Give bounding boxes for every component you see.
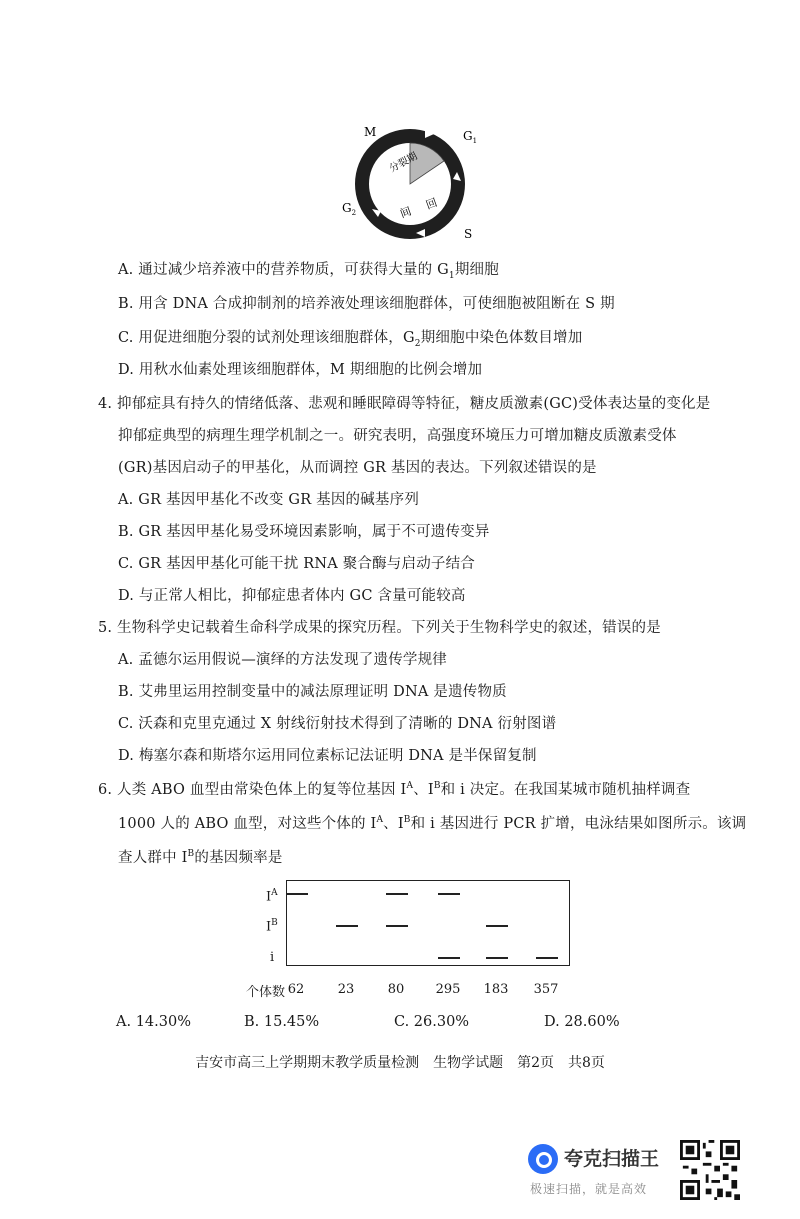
- q3-option-d: D. 用秋水仙素处理该细胞群体，M 期细胞的比例会增加: [118, 362, 483, 378]
- q5-option-d: D. 梅塞尔森和斯塔尔运用同位素标记法证明 DNA 是半保留复制: [118, 748, 537, 764]
- label-g1: $G_1$: [463, 129, 478, 145]
- watermark-subtitle: 极速扫描，就是高效: [530, 1182, 648, 1196]
- gel-count-lane-6: 357: [533, 982, 559, 997]
- gel-electrophoresis-figure: [240, 878, 580, 998]
- scanner-watermark: [528, 1142, 678, 1202]
- gel-count-lane-3: 80: [387, 982, 405, 997]
- scanner-logo-icon: [528, 1144, 558, 1174]
- qr-code-icon: [680, 1140, 740, 1200]
- label-s: S: [464, 227, 473, 241]
- q4-option-a: A. GR 基因甲基化不改变 GR 基因的碱基序列: [118, 492, 420, 508]
- q6-stem-line-2: 1000 人的 ABO 血型，对这些个体的 $I^A$、$I^B$和 i 基因进行 PCR 扩增，电泳结果如图所示。该调: [118, 815, 747, 832]
- q4-stem-line-1: 4. 抑郁症具有持久的情绪低落、悲观和睡眠障碍等特征，糖皮质激素(GC)受体表达量的变化是: [98, 396, 711, 412]
- q3-option-a: A. 通过减少培养液中的营养物质，可获得大量的 $G_1$期细胞: [118, 262, 499, 281]
- label-interphase-b: 回: [424, 195, 439, 212]
- q4-option-d: D. 与正常人相比，抑郁症患者体内 GC 含量可能较高: [118, 588, 466, 604]
- label-interphase-a: 间: [398, 204, 414, 221]
- q6-choice-a: A. 14.30%: [116, 1014, 191, 1030]
- gel-row-label-i: i: [270, 950, 275, 965]
- gel-band-i-lane-4: [438, 957, 460, 959]
- gel-row-label-ia: $I^A$: [266, 888, 278, 905]
- q3-option-b: B. 用含 DNA 合成抑制剂的培养液处理该细胞群体，可使细胞被阻断在 S 期: [118, 296, 615, 312]
- q5-stem: 5. 生物科学史记载着生命科学成果的探究历程。下列关于生物科学史的叙述，错误的是: [98, 620, 661, 636]
- q5-option-a: A. 孟德尔运用假说—演绎的方法发现了遗传学规律: [118, 652, 447, 668]
- q6-choice-b: B. 15.45%: [244, 1014, 320, 1030]
- gel-count-lane-2: 23: [337, 982, 355, 997]
- gel-band-ib-lane-2: [336, 925, 358, 927]
- q3-option-c: C. 用促进细胞分裂的试剂处理该细胞群体，$G_2$期细胞中染色体数目增加: [118, 330, 583, 349]
- gel-count-lane-5: 183: [483, 982, 509, 997]
- q4-stem-line-3: (GR)基因启动子的甲基化，从而调控 GR 基因的表达。下列叙述错误的是: [118, 460, 597, 476]
- q6-choice-d: D. 28.60%: [544, 1014, 620, 1030]
- gel-band-ia-lane-1: [286, 893, 308, 895]
- gel-row-label-ib: $I^B$: [266, 918, 278, 935]
- page-footer: 吉安市高三上学期期末教学质量检测 生物学试题 第2页 共8页: [195, 1055, 605, 1071]
- q6-stem-line-3: 查人群中 $I^B$的基因频率是: [118, 849, 283, 866]
- gel-band-ib-lane-5: [486, 925, 508, 927]
- q6-stem-line-1: 6. 人类 ABO 血型由常染色体上的复等位基因 $I^A$、$I^B$和 i 决定。在我国某城市随机抽样调查: [98, 781, 691, 798]
- label-g2: $G_2$: [342, 201, 357, 217]
- gel-band-ib-lane-3: [386, 925, 408, 927]
- gel-band-i-lane-6: [536, 957, 558, 959]
- watermark-title: 夸克扫描王: [564, 1148, 660, 1170]
- q5-option-b: B. 艾弗里运用控制变量中的减法原理证明 DNA 是遗传物质: [118, 684, 507, 700]
- gel-band-ia-lane-3: [386, 893, 408, 895]
- gel-band-i-lane-5: [486, 957, 508, 959]
- gel-count-lane-4: 295: [435, 982, 461, 997]
- q4-option-c: C. GR 基因甲基化可能干扰 RNA 聚合酶与启动子结合: [118, 556, 475, 572]
- label-division: 分裂期: [387, 150, 420, 175]
- q4-option-b: B. GR 基因甲基化易受环境因素影响，属于不可遗传变异: [118, 524, 490, 540]
- q5-option-c: C. 沃森和克里克通过 X 射线衍射技术得到了清晰的 DNA 衍射图谱: [118, 716, 557, 732]
- gel-count-lane-1: 62: [287, 982, 305, 997]
- q4-stem-line-2: 抑郁症典型的病理生理学机制之一。研究表明，高强度环境压力可增加糖皮质激素受体: [118, 428, 677, 444]
- gel-box: [286, 880, 570, 966]
- q6-choice-c: C. 26.30%: [394, 1014, 470, 1030]
- gel-band-ia-lane-4: [438, 893, 460, 895]
- cell-cycle-diagram: [330, 116, 490, 246]
- label-m: M: [364, 125, 377, 139]
- gel-count-label: 个体数: [246, 985, 286, 1000]
